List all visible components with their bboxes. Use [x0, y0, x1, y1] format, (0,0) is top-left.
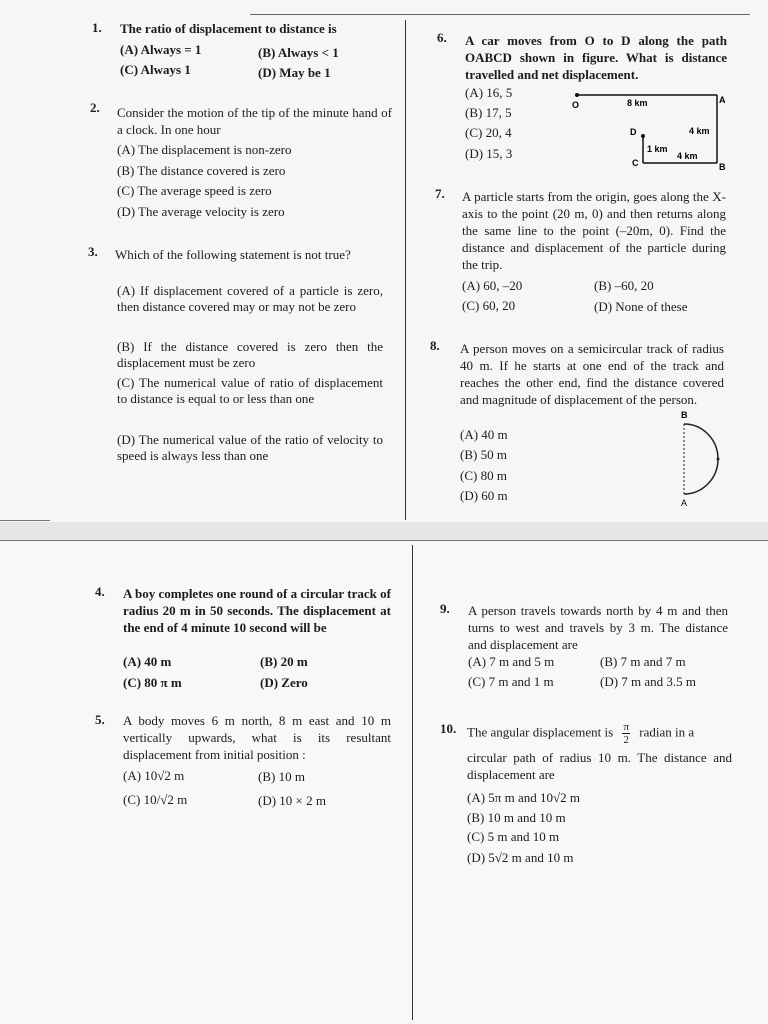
option-b[interactable]: (B) The distance covered is zero — [117, 163, 286, 178]
question-text-line1 — [467, 721, 732, 746]
option-b[interactable]: (B) Always < 1 — [258, 45, 339, 60]
sheet-edge — [0, 540, 768, 541]
fraction-denominator: 2 — [623, 734, 629, 746]
edge-line — [0, 520, 50, 521]
option-c[interactable]: (C) 20, 4 — [465, 125, 512, 140]
question-number: 8. — [430, 338, 440, 353]
option-a[interactable]: (A) 5π m and 10√2 m — [467, 790, 580, 805]
label-right-distance: 4 km — [689, 126, 710, 136]
option-b[interactable]: (B) 50 m — [460, 447, 507, 462]
header-rule — [250, 14, 750, 15]
option-a[interactable]: (A) 16, 5 — [465, 85, 513, 100]
option-a[interactable]: (A) If displacement covered of a particle is zero, then distance covered may or may not be zero — [117, 283, 383, 314]
option-d[interactable]: (D) The average velocity is zero — [117, 204, 285, 219]
text-pre: The angular displacement is — [467, 724, 614, 740]
fraction-numerator: π — [623, 721, 630, 733]
fraction-pi-over-2 — [622, 721, 630, 746]
option-c[interactable]: (C) 5 m and 10 m — [467, 829, 560, 844]
question-text: A body moves 6 m north, 8 m east and 10 m vertically upwards, what is its resultant displacement from initial position : — [123, 713, 391, 762]
question-number: 10. — [440, 721, 457, 736]
question-number: 3. — [88, 244, 98, 259]
question-text: A boy completes one round of a circular track of radius 20 m in 50 seconds. The displacement at the end of 4 minute 10 second will be — [123, 586, 391, 635]
option-b[interactable]: (B) 10 m — [258, 769, 305, 784]
option-d[interactable]: (D) 60 m — [460, 488, 508, 503]
option-a[interactable]: (A) The displacement is non-zero — [117, 142, 292, 157]
question-number: 9. — [440, 601, 450, 616]
option-c[interactable]: (C) 80 m — [460, 468, 507, 483]
point-d — [641, 134, 645, 138]
question-number: 6. — [437, 30, 447, 45]
option-b[interactable]: (B) –60, 20 — [594, 278, 654, 293]
label-top-distance: 8 km — [627, 98, 648, 108]
option-c[interactable]: (C) 80 π m — [123, 675, 182, 690]
option-c[interactable]: (C) Always 1 — [120, 62, 191, 77]
option-a[interactable]: (A) Always = 1 — [120, 42, 202, 57]
question-number: 2. — [90, 100, 100, 115]
label-c: C — [632, 158, 639, 168]
label-a: A — [681, 498, 688, 508]
semicircle-figure — [672, 408, 732, 508]
option-b[interactable]: (B) 7 m and 7 m — [600, 654, 686, 669]
question-number: 5. — [95, 712, 105, 727]
text-post: radian in a — [639, 724, 695, 740]
option-d[interactable]: (D) 10 × 2 m — [258, 793, 326, 808]
option-c[interactable]: (C) 10/√2 m — [123, 792, 188, 807]
option-c[interactable]: (C) 60, 20 — [462, 298, 516, 313]
question-text: Which of the following statement is not true? — [115, 247, 351, 262]
question-text: A person travels towards north by 4 m and then turns to west and travels by 3 m. The distance and displacement are — [468, 603, 728, 652]
label-b: B — [719, 162, 726, 172]
option-c[interactable]: (C) The average speed is zero — [117, 183, 272, 198]
question-text: A particle starts from the origin, goes along the X-axis to the point (20 m, 0) and then returns along the same line to the point (–20m, 0). Find the distance and displacement of the particle during the trip. — [462, 189, 726, 272]
semicircle-arc — [684, 424, 718, 494]
option-d[interactable]: (D) 15, 3 — [465, 146, 513, 161]
question-number: 7. — [435, 186, 445, 201]
option-c[interactable]: (C) 7 m and 1 m — [468, 674, 554, 689]
option-a[interactable]: (A) 40 m — [460, 427, 508, 442]
option-d[interactable]: (D) May be 1 — [258, 65, 331, 80]
label-bottom-distance: 4 km — [677, 151, 698, 161]
label-b: B — [681, 410, 688, 420]
question-text: A car moves from O to D along the path OABCD shown in figure. What is distance travelled and net displacement. — [465, 33, 727, 82]
path-figure-oabcd — [565, 88, 745, 173]
option-d[interactable]: (D) 5√2 m and 10 m — [467, 850, 574, 865]
option-d[interactable]: (D) The numerical value of the ratio of velocity to speed is always less than one — [117, 432, 383, 463]
column-divider-upper — [405, 20, 406, 520]
question-text-line2: circular path of radius 10 m. The distance and displacement are — [467, 750, 732, 782]
option-b[interactable]: (B) 17, 5 — [465, 105, 512, 120]
question-text: The ratio of displacement to distance is — [120, 21, 337, 36]
option-a[interactable]: (A) 60, –20 — [462, 278, 523, 293]
option-a[interactable]: (A) 10√2 m — [123, 768, 185, 783]
option-d[interactable]: (D) 7 m and 3.5 m — [600, 674, 697, 689]
column-divider-lower — [412, 545, 413, 1020]
question-number: 1. — [92, 20, 102, 35]
option-b[interactable]: (B) 20 m — [260, 654, 308, 669]
question-number: 4. — [95, 584, 105, 599]
arc-midpoint — [717, 458, 720, 461]
label-left-distance: 1 km — [647, 144, 668, 154]
option-a[interactable]: (A) 7 m and 5 m — [468, 654, 555, 669]
question-text: A person moves on a semicircular track of radius 40 m. If he starts at one end of the track and reaches the other end, find the distance covered and magnitude of displacement of the person. — [460, 341, 724, 407]
option-b[interactable]: (B) 10 m and 10 m — [467, 810, 566, 825]
option-d[interactable]: (D) None of these — [594, 299, 688, 314]
label-a: A — [719, 95, 726, 105]
question-text: Consider the motion of the tip of the minute hand of a clock. In one hour — [117, 105, 392, 137]
option-b[interactable]: (B) If the distance covered is zero then the displacement must be zero — [117, 339, 383, 370]
option-c[interactable]: (C) The numerical value of ratio of displacement to distance is equal to or less than one — [117, 375, 383, 406]
option-a[interactable]: (A) 40 m — [123, 654, 172, 669]
label-o: O — [572, 100, 580, 110]
option-d[interactable]: (D) Zero — [260, 675, 308, 690]
label-d: D — [630, 127, 637, 137]
